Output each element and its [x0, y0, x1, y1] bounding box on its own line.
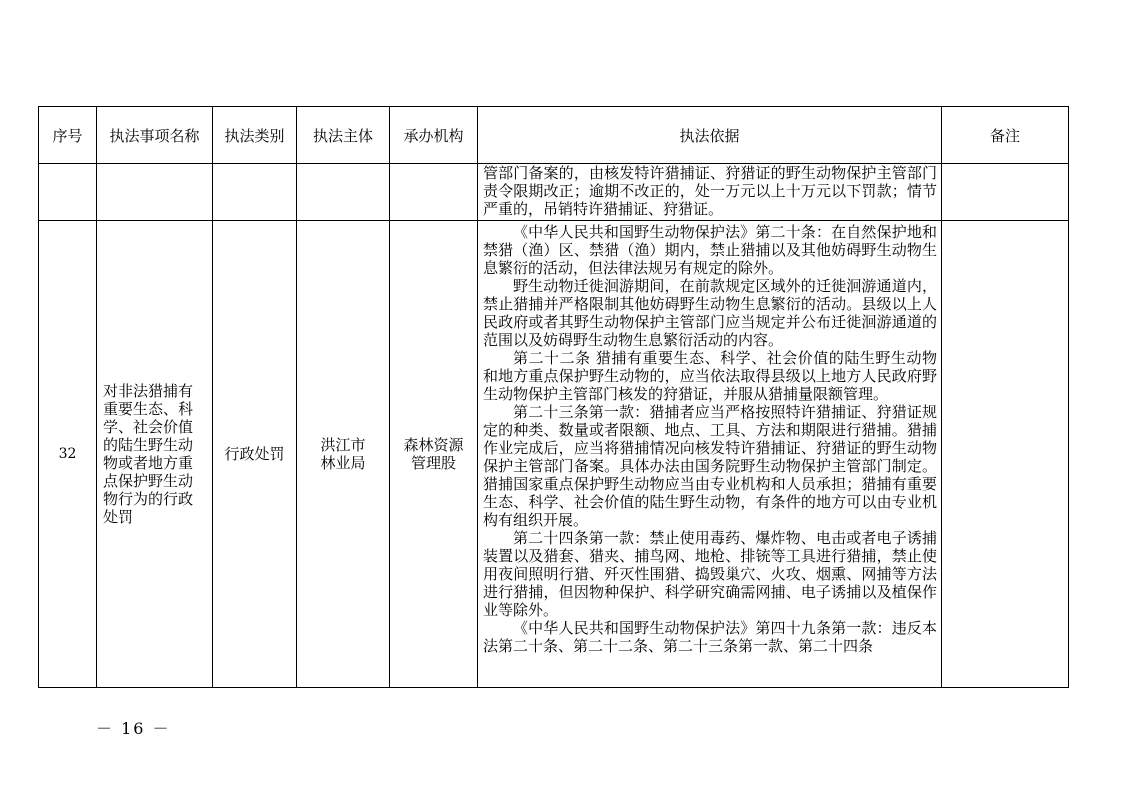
header-basis: 执法依据	[478, 107, 942, 164]
cell-subject	[297, 221, 390, 688]
table-row-continued	[39, 164, 1069, 221]
basis-paragraph: 《中华人民共和国野生动物保护法》第四十九条第一款：违反本法第二十条、第二十二条、第二十三条第一款、第二十四条	[483, 619, 937, 655]
basis-paragraph: 第二十三条第一款：猎捕者应当严格按照特许猎捕证、狩猎证规定的种类、数量或者限额、地点、工具、方法和期限进行猎捕。猎捕作业完成后，应当将猎捕情况向核发特许猎捕证、狩猎证的野生动物保护主管部门备案。具体办法由国务院野生动物保护主管部门制定。猎捕国家重点保护野生动物应当由专业机构和人员承担；猎捕有重要生态、科学、社会价值的陆生野生动物，有条件的地方可以由专业机构有组织开展。	[483, 403, 937, 529]
basis-paragraph: 野生动物迁徙洄游期间，在前款规定区域外的迁徙洄游通道内，禁止猎捕并严格限制其他妨碍野生动物生息繁衍的活动。县级以上人民政府或者其野生动物保护主管部门应当规定并公布迁徙洄游通道的范围以及妨碍野生动物生息繁衍活动的内容。	[483, 277, 937, 349]
cell-empty	[97, 164, 213, 221]
page-number: － 16 －	[96, 719, 171, 738]
header-item-name: 执法事项名称	[97, 107, 213, 164]
cell-empty	[390, 164, 478, 221]
basis-paragraph: 第二十二条 猎捕有重要生态、科学、社会价值的陆生野生动物和地方重点保护野生动物的，应当依法取得县级以上地方人民政府野生动物保护主管部门核发的狩猎证，并服从猎捕量限额管理。	[483, 349, 937, 403]
subject-text: 洪江市林业局	[320, 436, 366, 472]
cell-remark	[942, 221, 1069, 688]
header-seq: 序号	[39, 107, 97, 164]
enforcement-table	[38, 106, 1069, 688]
basis-paragraph: 第二十四条第一款：禁止使用毒药、爆炸物、电击或者电子诱捕装置以及猎套、猎夹、捕鸟网、地枪、排铳等工具进行猎捕，禁止使用夜间照明行猎、歼灭性围猎、捣毁巢穴、火攻、烟熏、网捕等方法进行猎捕，但因物种保护、科学研究确需网捕、电子诱捕以及植保作业等除外。	[483, 529, 937, 619]
cell-seq: 32	[39, 221, 97, 688]
cell-empty	[213, 164, 297, 221]
basis-paragraph: 《中华人民共和国野生动物保护法》第二十条：在自然保护地和禁猎（渔）区、禁猎（渔）期内，禁止猎捕以及其他妨碍野生动物生息繁衍的活动，但法律法规另有规定的除外。	[483, 223, 937, 277]
header-organ: 承办机构	[390, 107, 478, 164]
cell-category: 行政处罚	[213, 221, 297, 688]
cell-basis	[478, 221, 942, 688]
organ-text: 森林资源管理股	[403, 436, 464, 472]
cell-basis-continued	[478, 164, 942, 221]
header-row	[39, 107, 1069, 164]
cell-empty	[297, 164, 390, 221]
header-remark: 备注	[942, 107, 1069, 164]
table-row	[39, 221, 1069, 688]
cell-item-name: 对非法猎捕有重要生态、科学、社会价值的陆生野生动物或者地方重点保护野生动物行为的行政处罚	[97, 221, 213, 688]
cell-organ	[390, 221, 478, 688]
header-subject: 执法主体	[297, 107, 390, 164]
basis-paragraph: 管部门备案的，由核发特许猎捕证、狩猎证的野生动物保护主管部门责令限期改正；逾期不改正的，处一万元以上十万元以下罚款；情节严重的，吊销特许猎捕证、狩猎证。	[483, 164, 937, 218]
cell-remark	[942, 164, 1069, 221]
header-category: 执法类别	[213, 107, 297, 164]
cell-empty	[39, 164, 97, 221]
